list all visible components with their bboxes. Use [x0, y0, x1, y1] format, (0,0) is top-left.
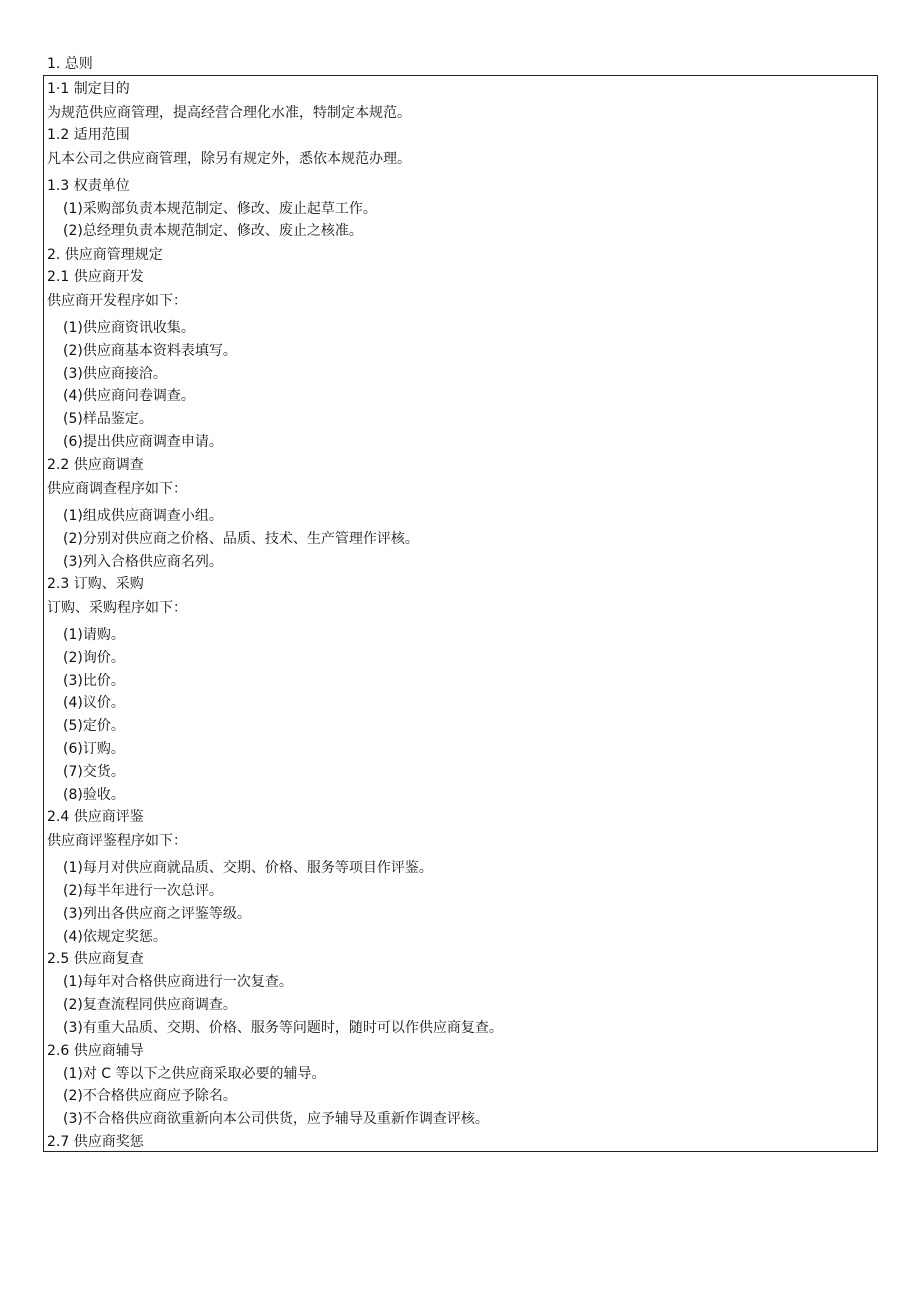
- list-item: (3)比价。: [63, 673, 125, 689]
- text-line: 1.3 权责单位: [47, 178, 130, 194]
- list-item: (1)组成供应商调查小组。: [63, 508, 223, 524]
- text-line: 为规范供应商管理，提高经营合理化水准，特制定本规范。: [47, 105, 411, 121]
- list-item: (6)订购。: [63, 741, 125, 757]
- list-item: (2)询价。: [63, 650, 125, 666]
- list-item: (2)分别对供应商之价格、品质、技术、生产管理作评核。: [63, 531, 419, 547]
- list-item: (3)供应商接洽。: [63, 366, 167, 382]
- list-item: (6)提出供应商调查申请。: [63, 434, 223, 450]
- text-line: 2.5 供应商复查: [47, 951, 144, 967]
- list-item: (5)定价。: [63, 718, 125, 734]
- list-item: (4)供应商问卷调查。: [63, 388, 195, 404]
- text-line: 1·1 制定目的: [47, 81, 130, 97]
- page-heading: 1. 总则: [47, 56, 93, 72]
- list-item: (2)每半年进行一次总评。: [63, 883, 223, 899]
- list-item: (2)总经理负责本规范制定、修改、废止之核准。: [63, 223, 363, 239]
- list-item: (2)供应商基本资料表填写。: [63, 343, 237, 359]
- list-item: (3)列出各供应商之评鉴等级。: [63, 906, 251, 922]
- list-item: (4)议价。: [63, 695, 125, 711]
- list-item: (3)列入合格供应商名列。: [63, 554, 223, 570]
- list-item: (1)对 C 等以下之供应商采取必要的辅导。: [63, 1066, 326, 1082]
- list-item: (2)不合格供应商应予除名。: [63, 1088, 237, 1104]
- list-item: (5)样品鉴定。: [63, 411, 153, 427]
- content-box: [43, 75, 878, 1152]
- text-line: 2.3 订购、采购: [47, 576, 144, 592]
- text-line: 2.4 供应商评鉴: [47, 809, 144, 825]
- list-item: (1)供应商资讯收集。: [63, 320, 195, 336]
- text-line: 供应商评鉴程序如下：: [47, 833, 187, 849]
- text-line: 2.1 供应商开发: [47, 269, 144, 285]
- text-line: 1.2 适用范围: [47, 127, 130, 143]
- text-line: 2.7 供应商奖惩: [47, 1134, 144, 1150]
- text-line: 2.6 供应商辅导: [47, 1043, 144, 1059]
- list-item: (4)依规定奖惩。: [63, 929, 167, 945]
- list-item: (1)每月对供应商就品质、交期、价格、服务等项目作评鉴。: [63, 860, 433, 876]
- list-item: (1)采购部负责本规范制定、修改、废止起草工作。: [63, 201, 377, 217]
- text-line: 2. 供应商管理规定: [47, 247, 163, 263]
- text-line: 供应商调查程序如下：: [47, 481, 187, 497]
- list-item: (7)交货。: [63, 764, 125, 780]
- list-item: (2)复查流程同供应商调查。: [63, 997, 237, 1013]
- list-item: (1)请购。: [63, 627, 125, 643]
- text-line: 凡本公司之供应商管理，除另有规定外，悉依本规范办理。: [47, 151, 411, 167]
- text-line: 订购、采购程序如下：: [47, 600, 187, 616]
- text-line: 2.2 供应商调查: [47, 457, 144, 473]
- text-line: 供应商开发程序如下：: [47, 293, 187, 309]
- list-item: (3)有重大品质、交期、价格、服务等问题时，随时可以作供应商复查。: [63, 1020, 503, 1036]
- list-item: (3)不合格供应商欲重新向本公司供货，应予辅导及重新作调查评核。: [63, 1111, 489, 1127]
- list-item: (1)每年对合格供应商进行一次复查。: [63, 974, 293, 990]
- list-item: (8)验收。: [63, 787, 125, 803]
